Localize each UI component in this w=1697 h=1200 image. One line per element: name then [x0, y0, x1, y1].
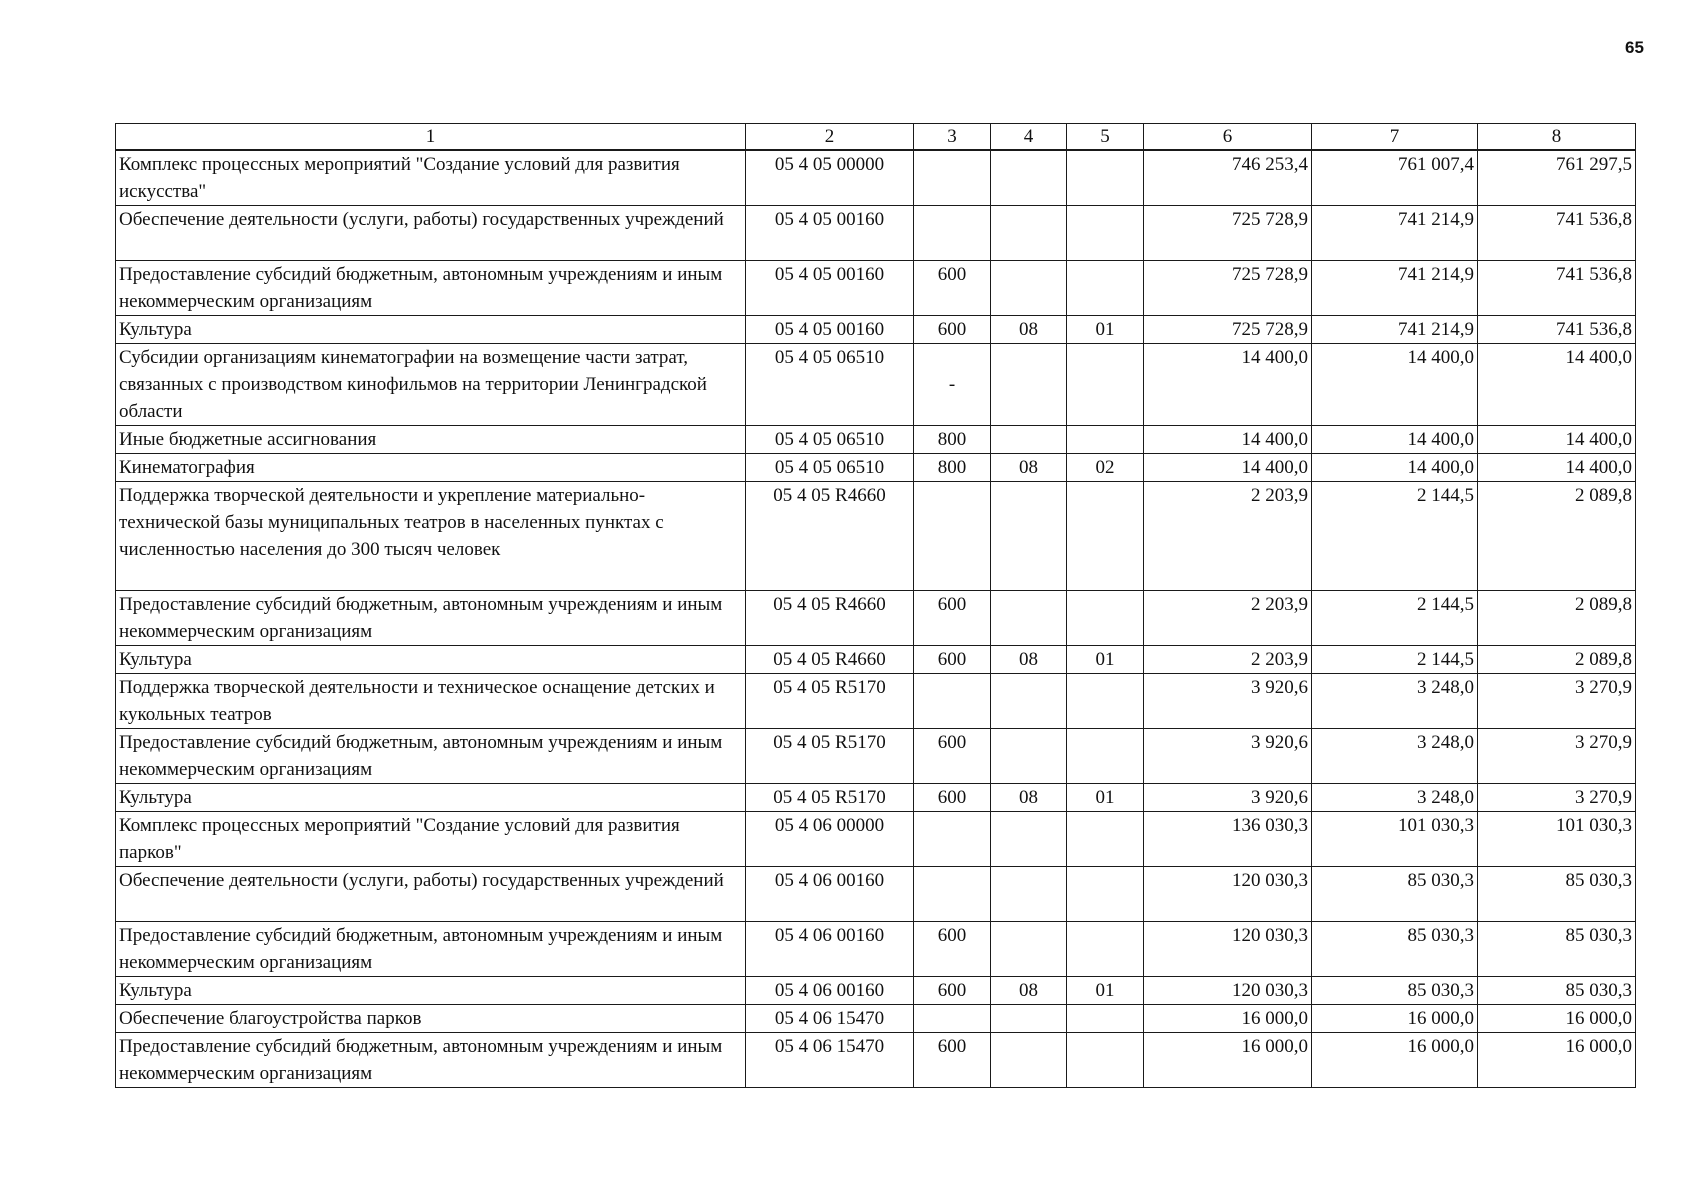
- cell-year1: 14 400,0: [1144, 454, 1312, 482]
- table-row: [116, 1005, 1636, 1033]
- cell-code: 05 4 06 00160: [746, 867, 914, 922]
- table-row: [116, 922, 1636, 977]
- table-row: [116, 867, 1636, 922]
- cell-name: Субсидии организациям кинематографии на возмещение части затрат, связанных с производством кинофильмов на территории Ленинградской области: [116, 344, 746, 426]
- cell-year3: 3 270,9: [1478, 729, 1636, 784]
- cell-vr: 600: [914, 977, 991, 1005]
- cell-vr: [914, 1005, 991, 1033]
- cell-rz: [991, 150, 1067, 206]
- table-row: [116, 344, 1636, 426]
- cell-pr: 02: [1067, 454, 1144, 482]
- cell-rz: [991, 867, 1067, 922]
- cell-code: 05 4 05 00160: [746, 206, 914, 261]
- cell-year2: 741 214,9: [1312, 316, 1478, 344]
- cell-pr: [1067, 150, 1144, 206]
- cell-year1: 14 400,0: [1144, 344, 1312, 426]
- cell-vr: 600: [914, 922, 991, 977]
- cell-year3: 85 030,3: [1478, 867, 1636, 922]
- cell-rz: [991, 344, 1067, 426]
- table-row: [116, 482, 1636, 591]
- header-col-2: 2: [746, 124, 914, 151]
- cell-rz: [991, 591, 1067, 646]
- cell-year3: 741 536,8: [1478, 206, 1636, 261]
- cell-vr: [914, 674, 991, 729]
- cell-name: Поддержка творческой деятельности и укрепление материально-технической базы муниципальных театров в населенных пунктах с численностью населения до 300 тысяч человек: [116, 482, 746, 591]
- cell-vr: [914, 482, 991, 591]
- cell-year1: 725 728,9: [1144, 206, 1312, 261]
- cell-pr: [1067, 922, 1144, 977]
- cell-vr: 600: [914, 729, 991, 784]
- cell-code: 05 4 05 06510: [746, 426, 914, 454]
- cell-name: Культура: [116, 784, 746, 812]
- cell-year3: 741 536,8: [1478, 316, 1636, 344]
- cell-code: 05 4 05 R5170: [746, 784, 914, 812]
- cell-code: 05 4 05 06510: [746, 344, 914, 426]
- cell-pr: 01: [1067, 316, 1144, 344]
- cell-code: 05 4 05 00160: [746, 261, 914, 316]
- cell-year3: 16 000,0: [1478, 1005, 1636, 1033]
- cell-code: 05 4 05 R4660: [746, 482, 914, 591]
- cell-vr: 600: [914, 261, 991, 316]
- cell-year1: 2 203,9: [1144, 591, 1312, 646]
- cell-code: 05 4 05 R4660: [746, 646, 914, 674]
- cell-year1: 136 030,3: [1144, 812, 1312, 867]
- cell-name: Поддержка творческой деятельности и техническое оснащение детских и кукольных театров: [116, 674, 746, 729]
- cell-rz: 08: [991, 316, 1067, 344]
- table-row: [116, 646, 1636, 674]
- cell-rz: [991, 729, 1067, 784]
- cell-code: 05 4 05 00160: [746, 316, 914, 344]
- cell-pr: 01: [1067, 977, 1144, 1005]
- cell-vr: 600: [914, 646, 991, 674]
- cell-vr: 600: [914, 591, 991, 646]
- cell-vr: 600: [914, 784, 991, 812]
- cell-vr: [914, 812, 991, 867]
- cell-year1: 725 728,9: [1144, 261, 1312, 316]
- cell-year2: 2 144,5: [1312, 591, 1478, 646]
- cell-pr: [1067, 1033, 1144, 1088]
- cell-year1: 725 728,9: [1144, 316, 1312, 344]
- cell-name: Комплекс процессных мероприятий "Создание условий для развития парков": [116, 812, 746, 867]
- table-row: [116, 674, 1636, 729]
- cell-year1: 3 920,6: [1144, 784, 1312, 812]
- table-row: [116, 206, 1636, 261]
- cell-year1: 2 203,9: [1144, 482, 1312, 591]
- cell-year2: 14 400,0: [1312, 426, 1478, 454]
- header-col-5: 5: [1067, 124, 1144, 151]
- cell-code: 05 4 05 00000: [746, 150, 914, 206]
- cell-pr: [1067, 812, 1144, 867]
- cell-pr: 01: [1067, 646, 1144, 674]
- cell-vr: [914, 867, 991, 922]
- cell-vr: [914, 206, 991, 261]
- cell-pr: [1067, 206, 1144, 261]
- cell-code: 05 4 06 15470: [746, 1033, 914, 1088]
- cell-year2: 741 214,9: [1312, 206, 1478, 261]
- table-row: [116, 812, 1636, 867]
- header-col-7: 7: [1312, 124, 1478, 151]
- cell-year2: 741 214,9: [1312, 261, 1478, 316]
- cell-vr: 600: [914, 1033, 991, 1088]
- cell-name: Предоставление субсидий бюджетным, автономным учреждениям и иным некоммерческим организациям: [116, 261, 746, 316]
- cell-year3: 2 089,8: [1478, 646, 1636, 674]
- cell-code: 05 4 06 00160: [746, 922, 914, 977]
- cell-name: Предоставление субсидий бюджетным, автономным учреждениям и иным некоммерческим организациям: [116, 1033, 746, 1088]
- cell-pr: [1067, 261, 1144, 316]
- cell-rz: [991, 1005, 1067, 1033]
- cell-rz: 08: [991, 977, 1067, 1005]
- cell-year2: 761 007,4: [1312, 150, 1478, 206]
- cell-year3: 85 030,3: [1478, 922, 1636, 977]
- header-col-3: 3: [914, 124, 991, 151]
- cell-rz: [991, 206, 1067, 261]
- table-row: [116, 426, 1636, 454]
- cell-name: Обеспечение деятельности (услуги, работы) государственных учреждений: [116, 206, 746, 261]
- cell-name: Комплекс процессных мероприятий "Создание условий для развития искусства": [116, 150, 746, 206]
- cell-year1: 3 920,6: [1144, 674, 1312, 729]
- cell-year3: 741 536,8: [1478, 261, 1636, 316]
- table-row: [116, 454, 1636, 482]
- header-col-6: 6: [1144, 124, 1312, 151]
- cell-name: Предоставление субсидий бюджетным, автономным учреждениям и иным некоммерческим организациям: [116, 922, 746, 977]
- cell-vr: -: [914, 344, 991, 426]
- cell-name: Иные бюджетные ассигнования: [116, 426, 746, 454]
- cell-name: Предоставление субсидий бюджетным, автономным учреждениям и иным некоммерческим организациям: [116, 591, 746, 646]
- cell-name: Культура: [116, 316, 746, 344]
- cell-year3: 14 400,0: [1478, 426, 1636, 454]
- cell-year1: 120 030,3: [1144, 867, 1312, 922]
- cell-rz: [991, 674, 1067, 729]
- cell-name: Кинематография: [116, 454, 746, 482]
- page-number: 65: [1625, 38, 1644, 57]
- cell-pr: [1067, 867, 1144, 922]
- cell-year2: 85 030,3: [1312, 922, 1478, 977]
- table-row: [116, 977, 1636, 1005]
- cell-pr: 01: [1067, 784, 1144, 812]
- cell-year2: 16 000,0: [1312, 1005, 1478, 1033]
- table-row: [116, 784, 1636, 812]
- cell-year2: 16 000,0: [1312, 1033, 1478, 1088]
- cell-year3: 101 030,3: [1478, 812, 1636, 867]
- cell-year1: 2 203,9: [1144, 646, 1312, 674]
- cell-rz: [991, 261, 1067, 316]
- cell-year3: 16 000,0: [1478, 1033, 1636, 1088]
- header-row: [116, 124, 1636, 151]
- table-row: [116, 1033, 1636, 1088]
- cell-year3: 14 400,0: [1478, 344, 1636, 426]
- cell-rz: [991, 482, 1067, 591]
- cell-code: 05 4 05 06510: [746, 454, 914, 482]
- cell-year3: 3 270,9: [1478, 784, 1636, 812]
- cell-rz: 08: [991, 646, 1067, 674]
- cell-pr: [1067, 591, 1144, 646]
- header-col-4: 4: [991, 124, 1067, 151]
- cell-year2: 85 030,3: [1312, 977, 1478, 1005]
- budget-table: [115, 123, 1636, 1088]
- cell-year2: 101 030,3: [1312, 812, 1478, 867]
- cell-year3: 85 030,3: [1478, 977, 1636, 1005]
- cell-year3: 14 400,0: [1478, 454, 1636, 482]
- cell-year1: 120 030,3: [1144, 922, 1312, 977]
- cell-code: 05 4 06 15470: [746, 1005, 914, 1033]
- cell-vr: 800: [914, 426, 991, 454]
- cell-year2: 3 248,0: [1312, 729, 1478, 784]
- cell-year2: 14 400,0: [1312, 454, 1478, 482]
- cell-year3: 2 089,8: [1478, 591, 1636, 646]
- cell-year3: 3 270,9: [1478, 674, 1636, 729]
- cell-pr: [1067, 1005, 1144, 1033]
- cell-code: 05 4 05 R5170: [746, 674, 914, 729]
- cell-name: Культура: [116, 646, 746, 674]
- table-row: [116, 150, 1636, 206]
- cell-rz: 08: [991, 784, 1067, 812]
- cell-rz: [991, 426, 1067, 454]
- cell-name: Обеспечение благоустройства парков: [116, 1005, 746, 1033]
- cell-year2: 3 248,0: [1312, 784, 1478, 812]
- cell-code: 05 4 06 00160: [746, 977, 914, 1005]
- cell-code: 05 4 05 R4660: [746, 591, 914, 646]
- cell-year1: 16 000,0: [1144, 1033, 1312, 1088]
- cell-year1: 3 920,6: [1144, 729, 1312, 784]
- cell-code: 05 4 06 00000: [746, 812, 914, 867]
- table-row: [116, 591, 1636, 646]
- cell-pr: [1067, 674, 1144, 729]
- cell-pr: [1067, 482, 1144, 591]
- cell-rz: [991, 922, 1067, 977]
- cell-year1: 14 400,0: [1144, 426, 1312, 454]
- cell-rz: [991, 812, 1067, 867]
- cell-name: Культура: [116, 977, 746, 1005]
- cell-year2: 14 400,0: [1312, 344, 1478, 426]
- cell-year1: 746 253,4: [1144, 150, 1312, 206]
- cell-year1: 16 000,0: [1144, 1005, 1312, 1033]
- header-col-8: 8: [1478, 124, 1636, 151]
- cell-year2: 2 144,5: [1312, 646, 1478, 674]
- cell-vr: [914, 150, 991, 206]
- cell-year2: 2 144,5: [1312, 482, 1478, 591]
- cell-year1: 120 030,3: [1144, 977, 1312, 1005]
- cell-name: Предоставление субсидий бюджетным, автономным учреждениям и иным некоммерческим организациям: [116, 729, 746, 784]
- cell-rz: 08: [991, 454, 1067, 482]
- cell-rz: [991, 1033, 1067, 1088]
- cell-code: 05 4 05 R5170: [746, 729, 914, 784]
- table-row: [116, 316, 1636, 344]
- cell-vr: 800: [914, 454, 991, 482]
- cell-year2: 3 248,0: [1312, 674, 1478, 729]
- cell-pr: [1067, 344, 1144, 426]
- cell-year3: 761 297,5: [1478, 150, 1636, 206]
- table-row: [116, 729, 1636, 784]
- cell-year3: 2 089,8: [1478, 482, 1636, 591]
- cell-year2: 85 030,3: [1312, 867, 1478, 922]
- cell-pr: [1067, 426, 1144, 454]
- table-row: [116, 261, 1636, 316]
- cell-vr: 600: [914, 316, 991, 344]
- header-col-1: 1: [116, 124, 746, 151]
- cell-name: Обеспечение деятельности (услуги, работы) государственных учреждений: [116, 867, 746, 922]
- cell-pr: [1067, 729, 1144, 784]
